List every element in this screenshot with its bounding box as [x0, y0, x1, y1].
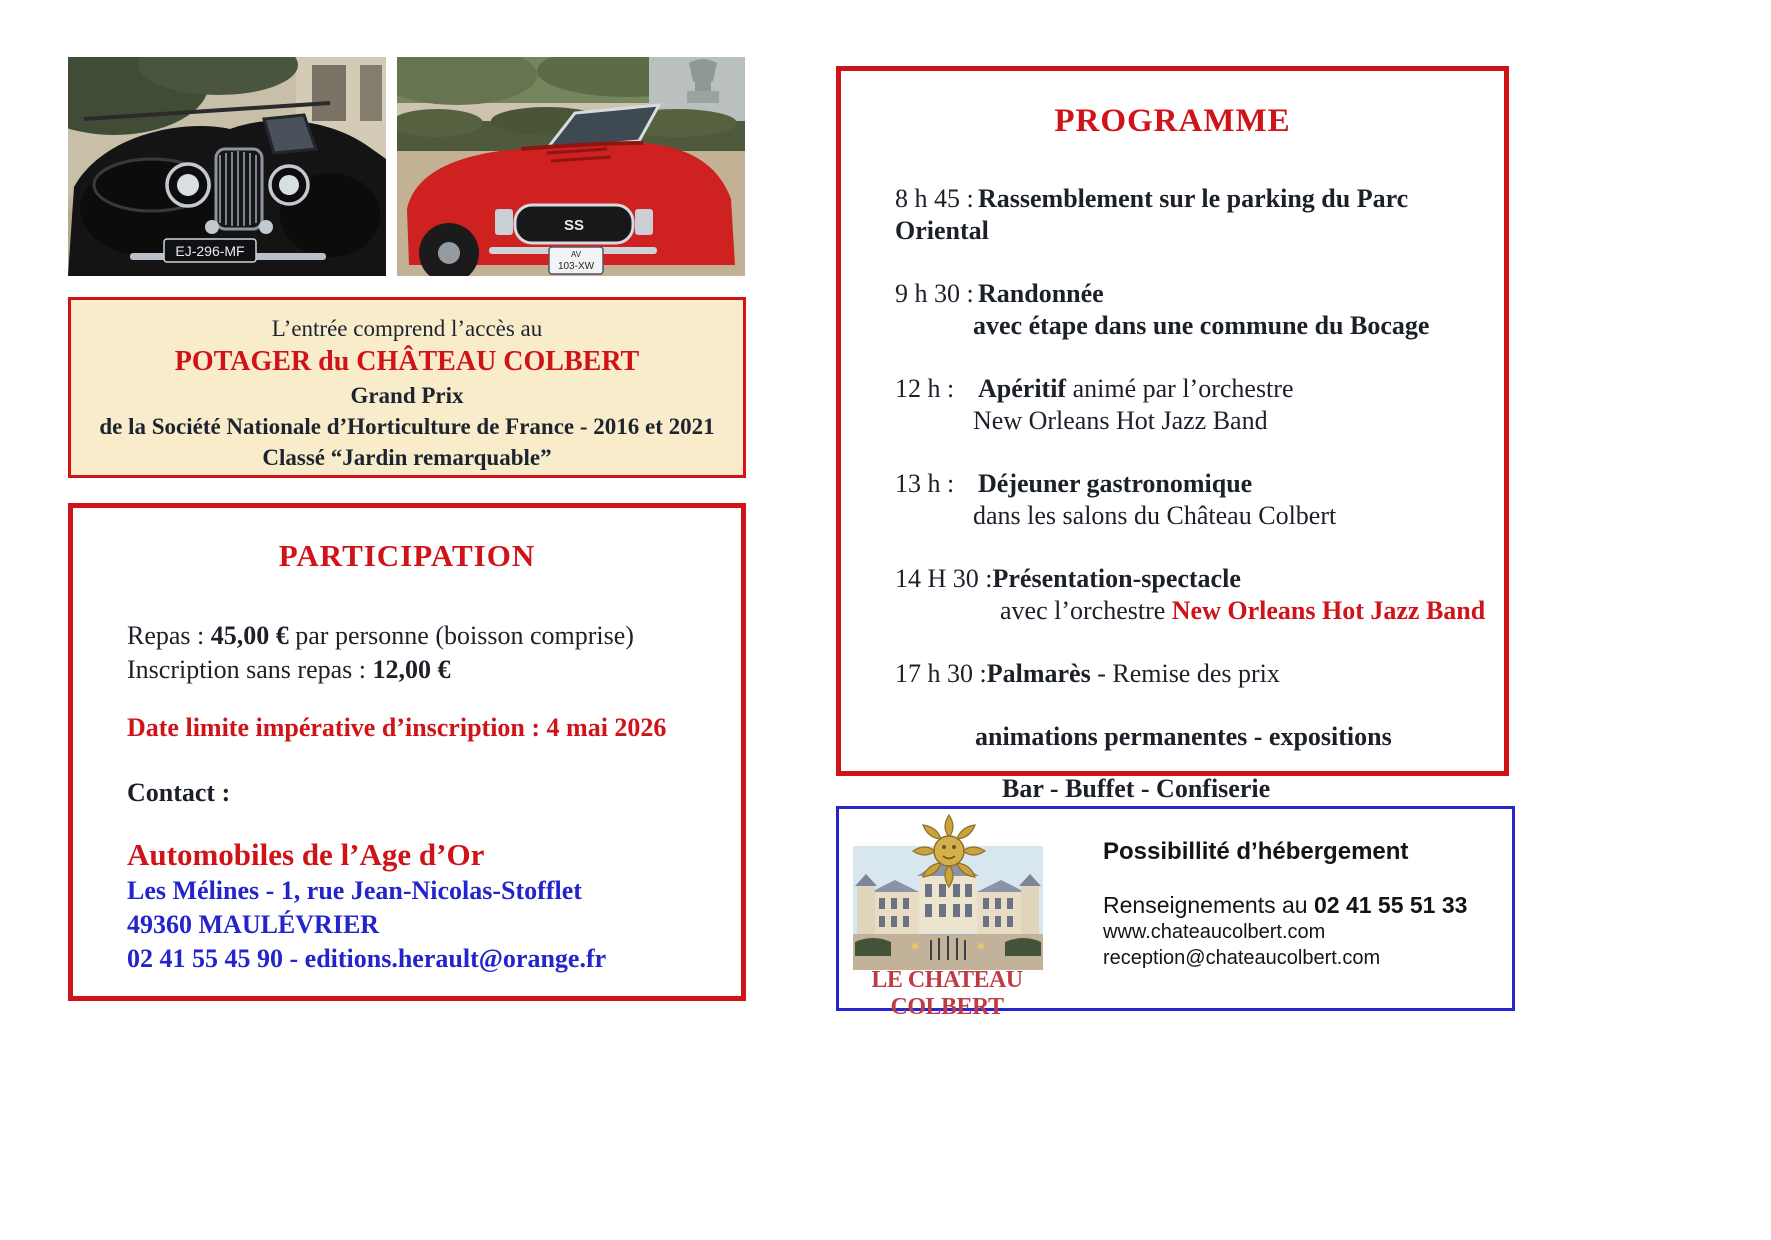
no-meal-price: 12,00 €	[372, 655, 451, 684]
programme-detail: New Orleans Hot Jazz Band	[973, 406, 1268, 435]
programme-activity: Randonnée	[978, 279, 1104, 308]
participation-title: PARTICIPATION	[278, 538, 536, 573]
programme-item-1200	[895, 373, 1486, 437]
participation-box	[68, 503, 746, 1001]
programme-item-0930	[895, 278, 1486, 342]
address-line-1: Les Mélines - 1, rue Jean-Nicolas-Stofflet	[127, 876, 582, 905]
programme-activity: Palmarès	[986, 659, 1091, 688]
programme-box	[836, 66, 1509, 803]
license-plate-right-top: AV	[570, 250, 582, 259]
no-meal-label: Inscription sans repas :	[127, 655, 373, 684]
programme-item-0845	[895, 183, 1486, 247]
programme-item-1430	[895, 563, 1486, 627]
entry-intro-line: L’entrée comprend l’accès au	[271, 316, 543, 341]
lodging-info-label: Renseignements au	[1103, 892, 1314, 918]
programme-item-1730	[895, 658, 1486, 690]
programme-detail: dans les salons du Château Colbert	[973, 501, 1337, 530]
meal-price: 45,00 €	[210, 621, 289, 650]
lodging-email: reception@chateaucolbert.com	[1103, 947, 1381, 969]
organization-name: Automobiles de l’Age d’Or	[127, 837, 485, 872]
lodging-box	[836, 806, 1515, 1020]
jardin-remarquable-line: Classé “Jardin remarquable”	[262, 445, 552, 470]
registration-deadline: Date limite impérative d’inscription : 4 mai 2026	[127, 713, 667, 742]
grand-prix-line: Grand Prix	[350, 383, 464, 408]
lodging-phone: 02 41 55 51 33	[1313, 892, 1468, 918]
programme-item-1300	[895, 468, 1486, 532]
programme-activity: Rassemblement sur le parking du Parc Oriental	[895, 184, 1409, 245]
programme-time: 14 H 30 :	[895, 564, 993, 593]
lodging-heading: Possibillité d’hébergement	[1103, 838, 1409, 865]
black-classic-car-illustration	[68, 57, 386, 276]
programme-time: 17 h 30 :	[895, 659, 987, 688]
phone-email-line: 02 41 55 45 90 - editions.herault@orange.fr	[127, 944, 607, 973]
programme-detail: animé par l’orchestre	[1066, 374, 1294, 403]
programme-time: 12 h :	[895, 374, 955, 403]
red-camaro-illustration	[397, 57, 745, 276]
societe-horticulture-line: de la Société Nationale d’Horticulture de France - 2016 et 2021	[99, 414, 715, 439]
programme-activity: Apéritif	[978, 374, 1067, 403]
potager-title: POTAGER du CHÂTEAU COLBERT	[174, 346, 640, 377]
license-plate-left: EJ-296-MF	[175, 243, 245, 259]
programme-activity: Déjeuner gastronomique	[978, 469, 1253, 498]
programme-time: 9 h 30 :	[895, 279, 974, 308]
lodging-info-line	[1103, 891, 1467, 919]
hotel-name: LE CHATEAU COLBERT	[871, 967, 1023, 1020]
bar-buffet-line: Bar - Buffet - Confiserie	[1002, 774, 1271, 803]
address-line-2: 49360 MAULÉVRIER	[127, 910, 380, 939]
contact-label: Contact :	[127, 778, 231, 807]
programme-detail: avec étape dans une commune du Bocage	[973, 311, 1430, 340]
ss-badge: SS	[563, 217, 585, 234]
license-plate-right: 103-XW	[557, 261, 595, 272]
orchestra-name: New Orleans Hot Jazz Band	[1171, 596, 1486, 625]
no-meal-price-line	[127, 653, 721, 687]
garden-entry-box	[68, 297, 746, 478]
lodging-text-block	[1103, 837, 1467, 971]
photo-black-classic-car	[68, 57, 386, 276]
lodging-website: www.chateaucolbert.com	[1103, 921, 1326, 943]
golden-sun-emblem-icon	[907, 811, 991, 891]
programme-time: 13 h :	[895, 469, 955, 498]
meal-price-rest: par personne (boisson comprise)	[288, 621, 634, 650]
programme-detail: avec l’orchestre	[1000, 596, 1172, 625]
permanent-animations-line: animations permanentes - expositions	[975, 722, 1392, 751]
meal-label: Repas :	[127, 621, 211, 650]
programme-title: PROGRAMME	[1054, 103, 1291, 139]
price-lines	[127, 619, 721, 687]
programme-time: 8 h 45 :	[895, 184, 974, 213]
programme-activity: Présentation-spectacle	[992, 564, 1241, 593]
programme-detail: - Remise des prix	[1090, 659, 1280, 688]
photo-red-camaro	[397, 57, 745, 276]
meal-price-line	[127, 619, 721, 653]
